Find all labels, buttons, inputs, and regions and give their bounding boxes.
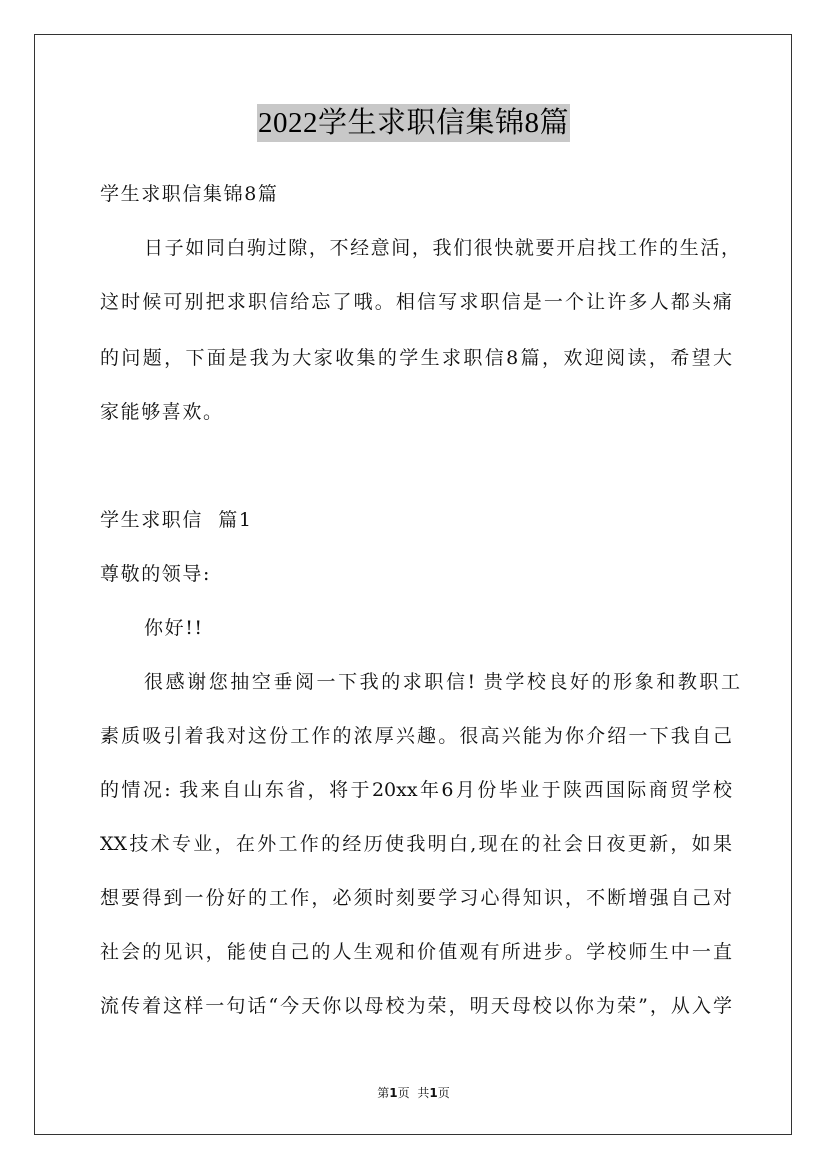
footer-page-number: 1 <box>389 1086 398 1100</box>
body-line: 很感谢您抽空垂阅一下我的求职信! 贵学校良好的形象和教职工 <box>144 671 740 693</box>
intro-line: 家能够喜欢。 <box>100 401 224 423</box>
body-line: 想要得到一份好的工作，必须时刻要学习心得知识，不断增强自己对 <box>100 887 732 909</box>
footer-page-suffix: 页 <box>397 1086 410 1100</box>
body-line: 的情况: 我来自山东省，将于20xx年6月份毕业于陕西国际商贸学校 <box>100 779 732 801</box>
intro-line: 的问题，下面是我为大家收集的学生求职信8篇，欢迎阅读，希望大 <box>100 347 732 369</box>
body-line: 素质吸引着我对这份工作的浓厚兴趣。很高兴能为你介绍一下我自己 <box>100 725 732 747</box>
salutation: 尊敬的领导: <box>100 563 212 585</box>
body-line: 社会的见识，能使自己的人生观和价值观有所进步。学校师生中一直 <box>100 941 732 963</box>
document-title: 2022学生求职信集锦8篇 <box>257 104 570 142</box>
footer-total-number: 1 <box>429 1086 438 1100</box>
body-line: XX技术专业，在外工作的经历使我明白,现在的社会日夜更新，如果 <box>100 833 732 855</box>
page-footer <box>0 1085 827 1101</box>
footer-total-prefix: 共 <box>417 1086 430 1100</box>
section-heading: 学生求职信 篇1 <box>100 509 253 531</box>
title-container <box>0 104 827 142</box>
body-line: 流传着这样一句话“今天你以母校为荣，明天母校以你为荣”，从入学 <box>100 995 732 1017</box>
intro-line: 日子如同白驹过隙，不经意间，我们很快就要开启找工作的生活， <box>144 237 740 259</box>
footer-page-prefix: 第 <box>377 1086 390 1100</box>
greeting: 你好!! <box>144 617 204 639</box>
intro-line: 这时候可别把求职信给忘了哦。相信写求职信是一个让许多人都头痛 <box>100 291 732 313</box>
footer-total-suffix: 页 <box>437 1086 450 1100</box>
subtitle: 学生求职信集锦8篇 <box>100 183 279 205</box>
